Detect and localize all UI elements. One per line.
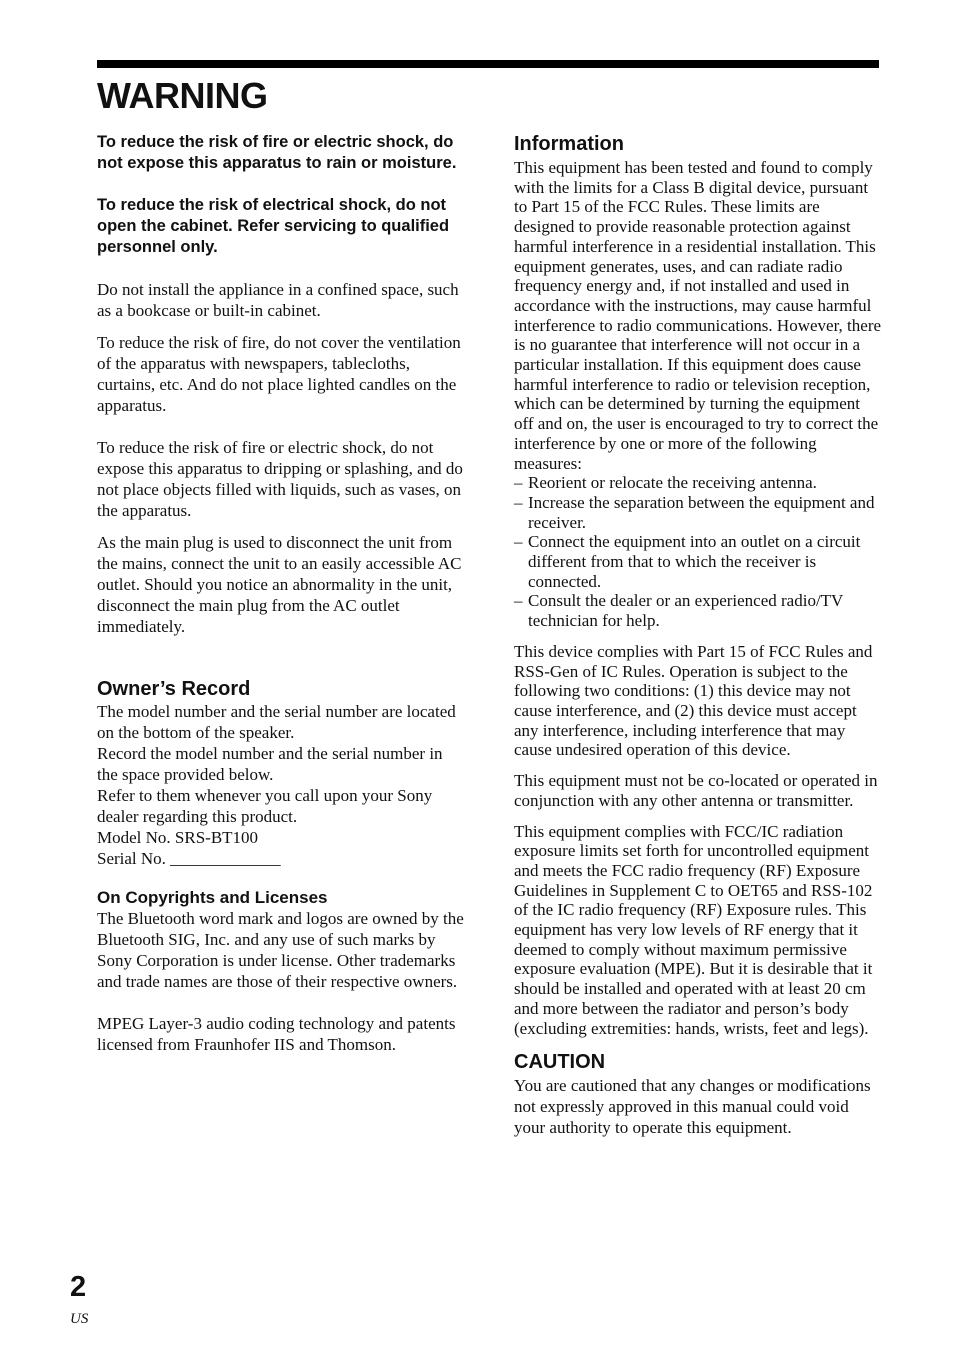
rf-exposure-paragraph: This equipment complies with FCC/IC radiation exposure limits set forth for uncontrolled equipment and meets the FCC radio frequency (RF) Exposure Guidelines in Supplement C to OET65 and RSS-102 of the IC radio frequency (RF) Exposure rules. This equipment has very low levels of RF energy that it deemed to comply without maximum permissive exposure evaluation (MPE). But it is desirable that it should be installed and operated with at least 20 cm and more between the radiator and person’s body (excluding extremities: hands, wrists, feet and legs). [514,821,873,1038]
serial-number: Serial No. _____________ [97,849,281,868]
co-location-paragraph: This equipment must not be co-located or operated in conjunction with any other antenna or transmitter. [514,771,878,810]
right-column [514,132,882,1138]
caution-paragraph: You are cautioned that any changes or modifications not expressly approved in this manual could void your authority to operate this equipment. [514,1076,871,1138]
fcc-class-b-paragraph: This equipment has been tested and found to comply with the limits for a Class B digital device, pursuant to Part 15 of the FCC Rules. These limits are designed to provide reasonable protection against harmful interference in a residential installation. This equipment generates, uses, and can radiate radio frequency energy and, if not installed and used in accordance with the instructions, may cause harmful interference to radio communications. However, there is no guarantee that interference will not occur in a particular installation. If this equipment does cause harmful interference to radio or television reception, which can be determined by turning the equipment off and on, the user is encouraged to try to correct the interference by one or more of the following measures: [514,158,882,473]
ventilation-paragraph: To reduce the risk of fire, do not cover the ventilation of the apparatus with newspapers, tablecloths, curtains, etc. And do not place lighted candles on the apparatus. [97,333,461,415]
header-rule [97,60,879,68]
list-item: – Reorient or relocate the receiving antenna. [514,473,817,493]
page-number: 2 [70,1271,87,1303]
model-number: Model No. SRS-BT100 [97,828,259,847]
mpeg-license-paragraph: MPEG Layer-3 audio coding technology and patents licensed from Fraunhofer IIS and Thomson. [97,1014,456,1054]
list-item: – Connect the equipment into an outlet on a circuit different from that to which the receiver is connected. [514,532,861,591]
main-plug-paragraph: As the main plug is used to disconnect the unit from the mains, connect the unit to an easily accessible AC outlet. Should you notice an abnormality in the unit, disconnect the main plug from the AC outlet immediately. [97,533,462,636]
fcc-part-15-paragraph: This device complies with Part 15 of FCC Rules and RSS-Gen of IC Rules. Operation is subject to the following two conditions: (1) this device may not cause interference, and (2) this device must accept any interference, including interference that may cause undesired operation of this device. [514,641,873,760]
owners-record-line-2: Record the model number and the serial number in the space provided below. [97,744,443,784]
region-code: US [70,1311,89,1327]
owners-record-line-1: The model number and the serial number are located on the bottom of the speaker. [97,702,456,742]
bluetooth-trademark-paragraph: The Bluetooth word mark and logos are owned by the Bluetooth SIG, Inc. and any use of such marks by Sony Corporation is under license. Other trademarks and trade names are those of their respective owners. [97,909,464,991]
confined-space-paragraph: Do not install the appliance in a confined space, such as a bookcase or built-in cabinet. [97,280,459,320]
page-title: WARNING [97,75,268,116]
left-column [97,132,465,1055]
owners-record-heading: Owner’s Record [97,678,251,700]
list-item: – Increase the separation between the equipment and receiver. [514,492,875,532]
copyrights-heading: On Copyrights and Licenses [97,888,328,907]
list-item: – Consult the dealer or an experienced radio/TV technician for help. [514,591,844,631]
warning-statement-1: To reduce the risk of fire or electric shock, do not expose this apparatus to rain or moisture. [97,133,457,172]
information-heading: Information [514,133,624,155]
dripping-paragraph: To reduce the risk of fire or electric shock, do not expose this apparatus to dripping or splashing, and do not place objects filled with liquids, such as vases, on the apparatus. [97,438,463,520]
interference-measures-list [514,473,882,631]
owners-record-line-3: Refer to them whenever you call upon your Sony dealer regarding this product. [97,786,433,826]
caution-heading: CAUTION [514,1051,606,1074]
warning-statement-2: To reduce the risk of electrical shock, do not open the cabinet. Refer servicing to qualified personnel only. [97,196,450,256]
owners-record-section [97,701,465,869]
